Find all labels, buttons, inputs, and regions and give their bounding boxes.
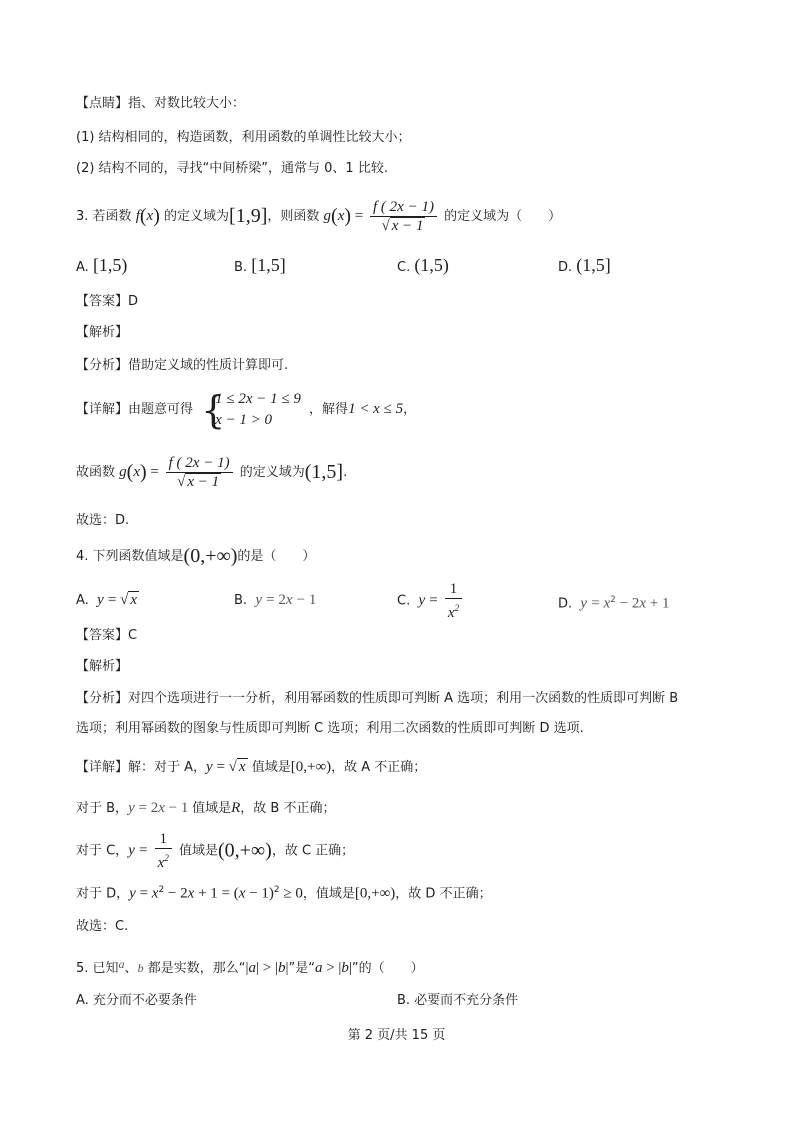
q5-option-a: A. 充分而不必要条件 xyxy=(76,993,197,1008)
q3-fenxi: 【分析】借助定义域的性质计算即可. xyxy=(76,358,289,373)
q3-stem: 3. 若函数 f(x) 的定义域为[1,9]，则函数 g(x) = $\frac{f ( 2x - 1)}{√ x - 1}$ 的定义域为（ ） xyxy=(76,198,562,234)
q4-detail-b: 对于 B，y = 2x − 1 值域是R，故 B 不正确； xyxy=(76,800,336,816)
q4-jiexi: 【解析】 xyxy=(76,659,129,674)
q5-stem: 5. 已知a、b 都是实数，那么“|a| > |b|”是“a > |b|”的（ ） xyxy=(76,957,424,976)
q4-answer: 【答案】C xyxy=(76,628,138,643)
q4-fenxi-line2: 选项；利用幂函数的图象与性质即可判断 C 选项；利用二次函数的性质即可判断 D 选项. xyxy=(76,721,584,736)
q4-option-a: A. y = √ x xyxy=(76,592,137,608)
q5-option-b: B. 必要而不充分条件 xyxy=(397,993,519,1008)
q3-option-b: B. [1,5] xyxy=(234,255,286,275)
q3-mid1: 的定义域为 xyxy=(164,209,230,224)
q4-option-b: B. y = 2x − 1 xyxy=(234,592,317,608)
q4-option-c: C. y = $\frac{1}{x^2}$ xyxy=(397,580,465,622)
q3-mid2: ，则函数 xyxy=(267,209,320,224)
q4-select: 故选：C. xyxy=(76,919,129,934)
dianjing-heading: 【点睛】指、对数比较大小： xyxy=(76,96,246,111)
q3-conclusion: 故函数 g(x) = $\frac{f ( 2x - 1)}{√ x - 1}$ 的定义域为(1,5]. xyxy=(76,454,348,490)
q3-option-d: D. (1,5] xyxy=(558,255,611,275)
q3-suffix: 的定义域为（ ） xyxy=(444,209,562,224)
q4-detail-a: 【详解】解：对于 A，y = √ x 值域是[0,+∞)，故 A 不正确； xyxy=(76,759,427,775)
q3-xiangjie: 【详解】由题意可得 { 1 ≤ 2x − 1 ≤ 9 x − 1 > 0 ，解得1 < x ≤ 5， xyxy=(76,387,417,432)
q3-domain: [1,9] xyxy=(229,205,268,227)
q4-detail-c: 对于 C，y = $\frac{1}{x^2}$ 值域是(0,+∞)，故 C 正确； xyxy=(76,831,355,871)
q3-inequality-system: { 1 ≤ 2x − 1 ≤ 9 x − 1 > 0 xyxy=(201,387,301,432)
q3-option-a: A. [1,5) xyxy=(76,255,128,275)
q3-jiexi: 【解析】 xyxy=(76,325,129,340)
q3-prefix: 3. 若函数 xyxy=(76,209,132,224)
dianjing-item-2: (2) 结构不同的，寻找“中间桥梁”，通常与 0、1 比较. xyxy=(76,161,388,176)
q3-select: 故选：D. xyxy=(76,513,130,528)
q4-fenxi-line1: 【分析】对四个选项进行一一分析，利用幂函数的性质即可判断 A 选项；利用一次函数的性质即可判断 B xyxy=(76,691,679,706)
q3-option-c: C. (1,5) xyxy=(397,255,449,275)
q4-detail-d: 对于 D，$y = x^2 - 2x + 1 = (x - 1)^2 \ge 0$，值域是[0,+∞)，故 D 不正确； xyxy=(76,885,492,902)
q3-answer: 【答案】D xyxy=(76,294,139,309)
page-footer: 第 2 页/共 15 页 xyxy=(347,1028,446,1043)
q4-stem: 4. 下列函数值域是(0,+∞)的是（ ） xyxy=(76,545,316,567)
q3-fraction: $\frac{f ( 2x - 1)}{√ x - 1}$ xyxy=(370,198,437,236)
q3-fx: f xyxy=(135,208,140,224)
dianjing-item-1: (1) 结构相同的，构造函数，利用函数的单调性比较大小； xyxy=(76,130,411,145)
q4-option-d: D. $y = x^2 - 2x + 1$ xyxy=(558,595,670,612)
